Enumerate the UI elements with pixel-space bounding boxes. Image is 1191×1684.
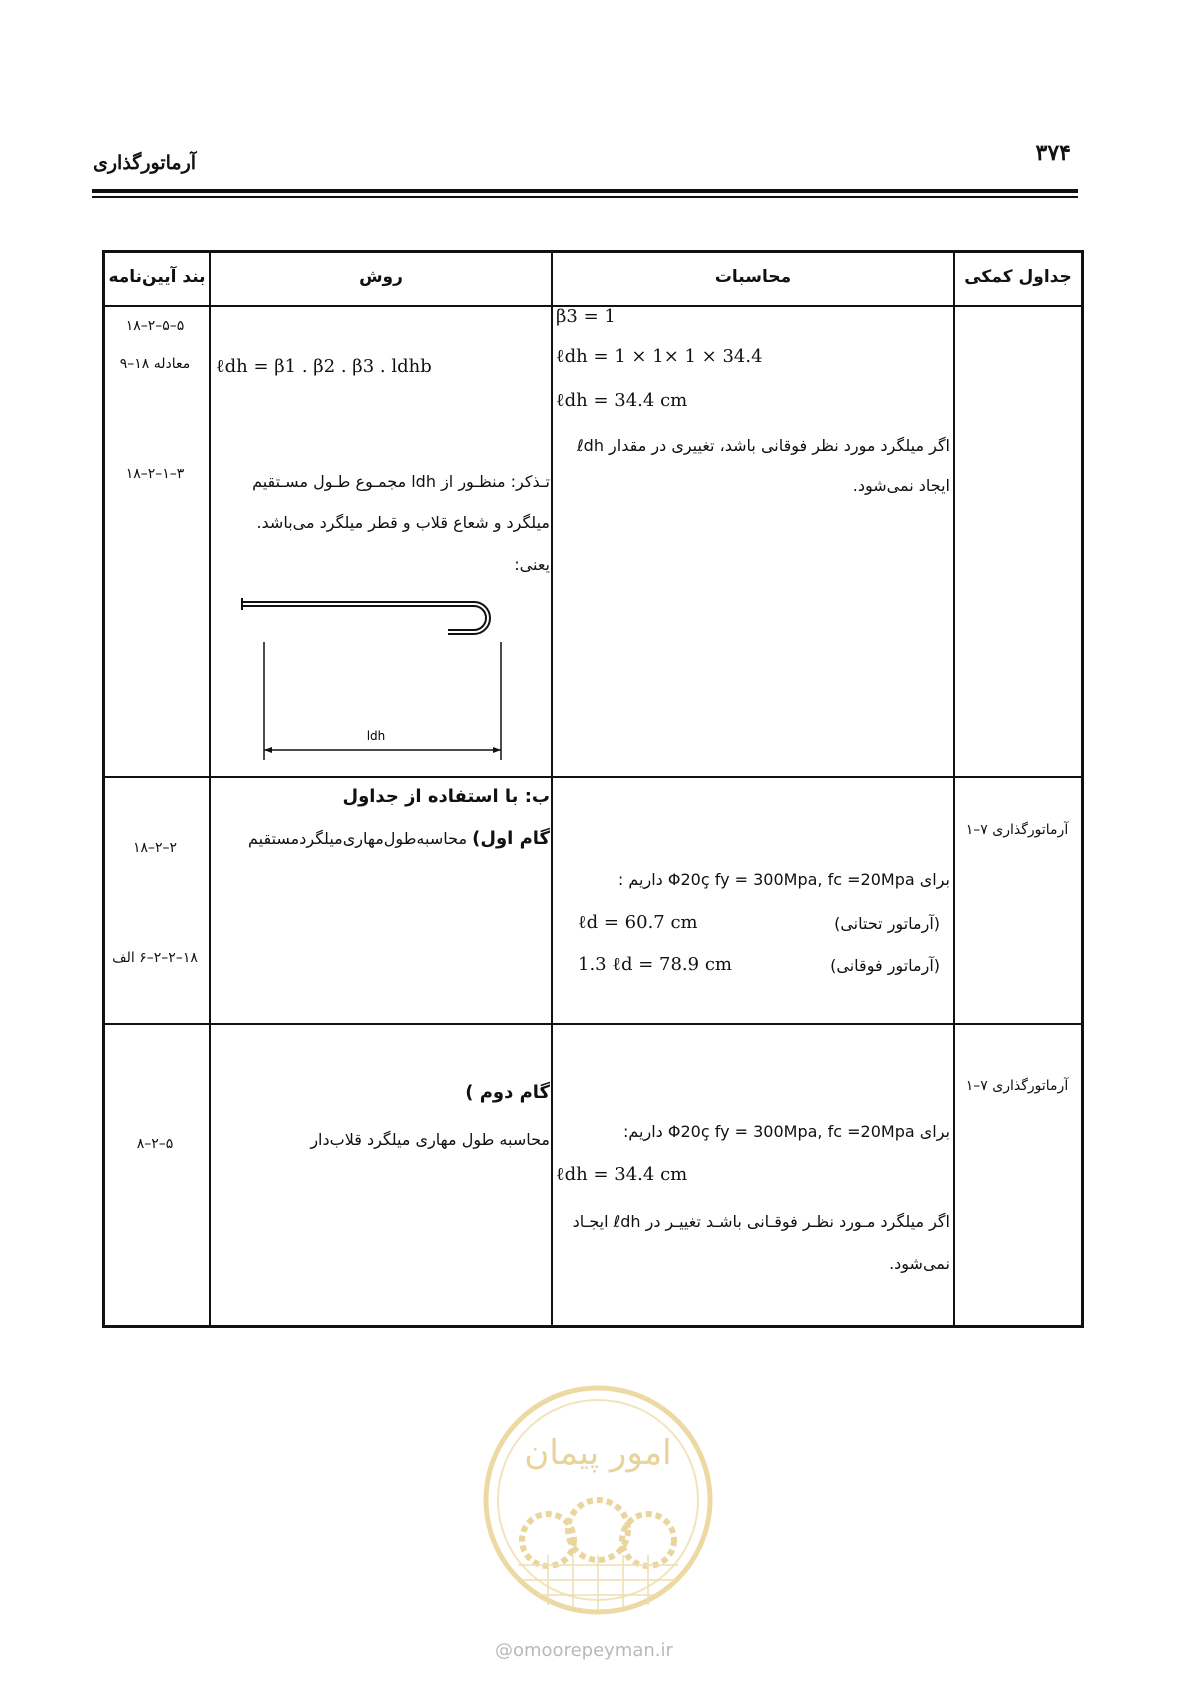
method-note-line: یعنی:	[514, 555, 550, 574]
step-text: محاسبه‌طول‌مهاری‌میلگردمستقیم	[248, 829, 468, 848]
method-note-line: تـذکر: منظـور از ldh مجمـوع طـول مسـتقیم	[252, 472, 550, 491]
calc-top-value: 1.3 ℓd = 78.9 cm	[578, 954, 732, 975]
calc-value: ℓdh = 34.4 cm	[556, 1164, 688, 1185]
diagram-label: ldh	[366, 729, 386, 743]
column-header-calculations: محاسبات	[714, 267, 792, 287]
watermark-url: @omoorepeyman.ir	[495, 1640, 673, 1661]
calc-note: اگر میلگرد مورد نظر فوقانی باشد، تغییری در مقدار ℓdh	[577, 436, 950, 455]
clause-ref: ۱۸–۲–۲	[132, 840, 178, 856]
clause-ref: معادله ۱۸–۹	[119, 356, 191, 372]
method-step-text: محاسبه طول مهاری میلگرد قلاب‌دار	[310, 1130, 550, 1149]
method-formula: ℓdh = β1 . β2 . β3 . ldhb	[216, 356, 432, 377]
watermark-logo	[478, 1380, 718, 1620]
calc-top-label: (آرماتور فوقانی)	[830, 956, 940, 975]
column-divider	[953, 253, 955, 1325]
method-section-title: ب: با استفاده از جداول	[342, 786, 550, 807]
clause-ref: ۱۸–۲–۲–۶ الف	[112, 950, 198, 966]
row-divider	[105, 1023, 1081, 1025]
calc-intro: برای Φ20ç fy = 300Mpa, fc =20Mpa داریم :	[617, 870, 950, 889]
row-divider	[105, 776, 1081, 778]
method-step	[210, 828, 550, 849]
hooked-bar-diagram	[238, 590, 518, 770]
aux-table-ref: آرماتورگذاری ۷–۱	[965, 822, 1069, 838]
page-number: ۳۷۴	[1035, 140, 1071, 166]
step-title: گام اول)	[472, 828, 550, 849]
calc-note: ایجاد نمی‌شود.	[852, 476, 950, 495]
column-header-clause: بند آیین‌نامه	[108, 267, 206, 287]
clause-ref: ۱۸–۲–۵–۵	[125, 318, 185, 334]
column-header-method: روش	[359, 267, 403, 287]
column-divider	[551, 253, 553, 1325]
header-rule	[92, 189, 1078, 193]
calc-line: β3 = 1	[556, 306, 616, 327]
page-title: آرماتورگذاری	[93, 152, 197, 174]
clause-ref: ۱۸–۲–۱–۳	[125, 466, 185, 482]
watermark-logo-text: امور پیمان	[524, 1433, 672, 1473]
calc-intro: برای Φ20ç fy = 300Mpa, fc =20Mpa داریم:	[623, 1122, 950, 1141]
method-note-line: میلگرد و شعاع قلاب و قطر میلگرد می‌باشد.	[256, 513, 550, 532]
column-header-aux: جداول کمکی	[964, 267, 1072, 287]
calc-bottom-value: ℓd = 60.7 cm	[578, 912, 698, 933]
header-rule-thin	[92, 196, 1078, 198]
clause-ref: ۸–۲–۵	[136, 1136, 174, 1152]
calc-bottom-label: (آرماتور تحتانی)	[834, 914, 940, 933]
calc-line: ℓdh = 34.4 cm	[556, 390, 688, 411]
calc-note: نمی‌شود.	[889, 1254, 950, 1273]
method-step-title: گام دوم )	[465, 1082, 550, 1103]
calc-note: اگر میلگرد مـورد نظـر فوقـانی باشـد تغییـر در ℓdh ایجـاد	[572, 1212, 950, 1231]
calc-line: ℓdh = 1 × 1× 1 × 34.4	[556, 346, 763, 367]
aux-table-ref: آرماتورگذاری ۷–۱	[965, 1078, 1069, 1094]
